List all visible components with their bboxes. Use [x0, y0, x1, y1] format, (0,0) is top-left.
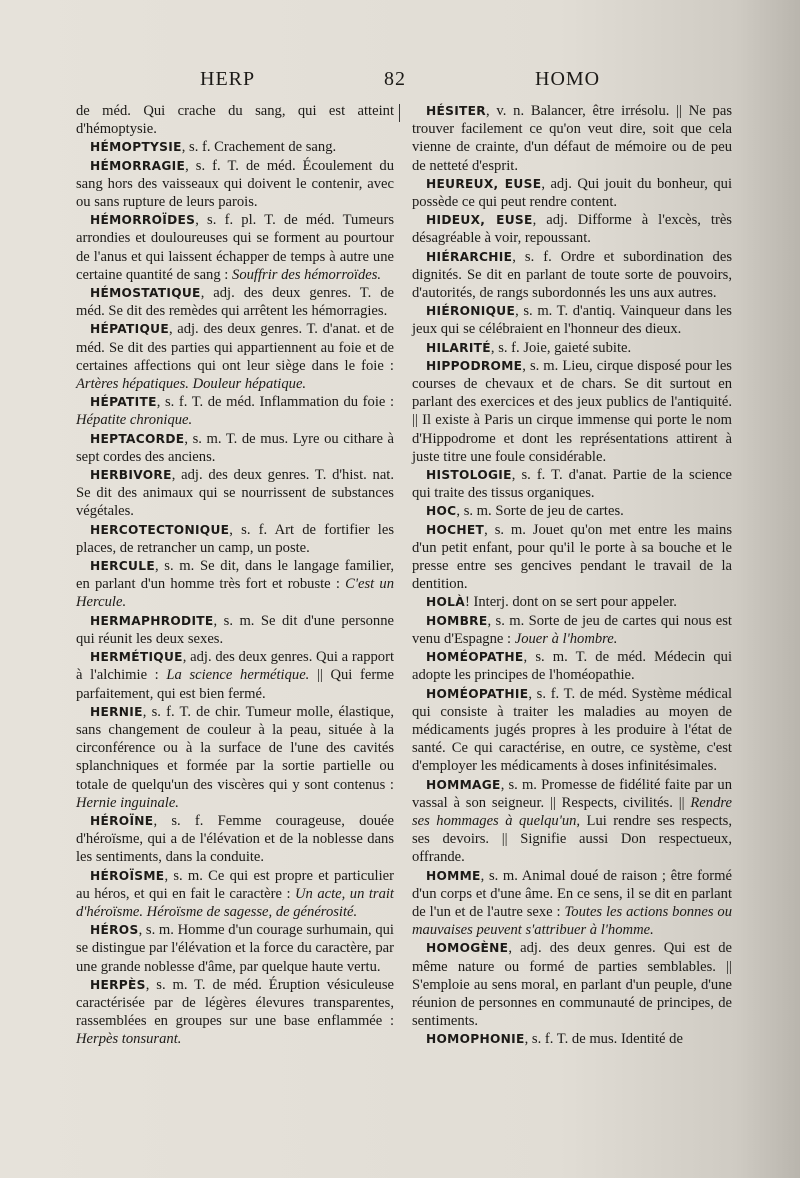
entry-example: Souffrir des hémorroïdes. [232, 266, 382, 283]
dictionary-entry [76, 320, 394, 393]
entry-example: La science hermétique. [166, 667, 310, 684]
entry-headword: HIÉRONIQUE [426, 304, 516, 319]
header-right-guideword: HOMO [535, 68, 601, 90]
entry-headword: HOMBRE [426, 613, 488, 628]
entry-definition: , s. f. Joie, gaieté subite. [490, 339, 632, 356]
entry-definition: , s. m. Homme d'un courage surhumain, qui se distingue par l'élévation et la force du caractère, par une grande noblesse d'âme, par quelque haute vertu. [76, 922, 394, 975]
dictionary-entry [412, 593, 732, 611]
entry-definition: , s. f. Art de fortifier les places, de retrancher un camp, un poste. [76, 521, 394, 556]
dictionary-entry [76, 430, 394, 466]
right-column [412, 102, 732, 1049]
entry-definition: , adj. des deux genres. T. d'anat. et de méd. Se dit des parties qui appartiennent au foie et de certaines affections qui ont leur siège dans le foie : [76, 321, 394, 374]
dictionary-entry [412, 521, 732, 594]
entry-definition: , s. m. Ce qui est propre et particulier au héros, et qui en fait le caractère : [76, 867, 394, 902]
dictionary-entry [412, 685, 732, 776]
dictionary-entry [412, 175, 732, 211]
entry-definition: , s. m. Jouet qu'on met entre les mains d'un petit enfant, pour qu'il le porte à sa bouche et le presse entre ses gencives pendant le travail de la dentition. [412, 521, 732, 593]
entry-definition: , s. f. Crachement de sang. [181, 139, 337, 156]
entry-example: Rendre ses hommages à quelqu'un, [412, 794, 732, 829]
entry-definition: , s. m. T. d'antiq. Vainqueur dans les jeux qui se célébraient en l'honneur des dieux. [412, 303, 732, 338]
entry-definition: , s. m. Promesse de fidélité faite par un vassal à son seigneur. || Respects, civilités. || [412, 776, 732, 811]
entry-headword: HERMAPHRODITE [90, 613, 214, 628]
header-left-guideword: HERP [200, 68, 256, 90]
dictionary-entry [76, 867, 394, 922]
dictionary-entry [412, 867, 732, 940]
entry-headword: HERCOTECTONIQUE [90, 522, 230, 537]
entry-definition: , s. m. Animal doué de raison ; être formé d'un corps et d'une âme. En ce sens, il se dit en parlant de l'un et de l'autre sexe : [412, 867, 732, 920]
dictionary-entry [412, 248, 732, 303]
page-number: 82 [384, 68, 406, 90]
entry-definition: , s. m. Sorte de jeu de cartes qui nous est venu d'Espagne : [412, 612, 732, 647]
entry-definition: , s. f. T. d'anat. Partie de la science qui traite des tissus organiques. [412, 467, 732, 502]
entry-example: Herpès tonsurant. [76, 1031, 182, 1048]
entry-headword: HOMOPHONIE [426, 1032, 525, 1047]
dictionary-entry [412, 939, 732, 1030]
entry-headword: HERPÈS [90, 977, 146, 992]
dictionary-entry [412, 357, 732, 466]
dictionary-entry [412, 339, 732, 357]
entry-definition: , s. f. Femme courageuse, douée d'héroïsme, qui a de l'élévation et de la noblesse dans les sentiments, dans la conduite. [76, 812, 394, 866]
entry-headword: HIPPODROME [426, 358, 523, 373]
entry-headword: HÉMOPTYSIE [90, 140, 182, 155]
entry-headword: HÉMOSTATIQUE [90, 286, 201, 301]
entry-headword: HIDEUX, EUSE [426, 213, 533, 228]
dictionary-entry [76, 812, 394, 867]
entry-headword: HERNIE [90, 704, 143, 719]
entry-example: Un acte, un trait d'héroïsme. Héroïsme de sagesse, de générosité. [76, 885, 394, 920]
entry-headword: HISTOLOGIE [426, 468, 512, 483]
dictionary-entry [76, 211, 394, 284]
entry-example: C'est un Hercule. [76, 576, 394, 611]
entry-definition: , s. f. pl. T. de méd. Tumeurs arrondies et douloureuses qui se forment au pourtour de l'anus et qui laissent échapper de temps à autre une certaine quantité de sang : [76, 212, 394, 283]
entry-definition: , s. m. Se dit d'une personne qui réunit les deux sexes. [76, 612, 394, 647]
entry-example: Hernie inguinale. [76, 794, 179, 811]
entry-headword: HÉROS [90, 923, 139, 938]
entry-definition: , s. m. Sorte de jeu de cartes. [456, 503, 624, 520]
dictionary-entry [76, 648, 394, 703]
entry-definition: , s. f. T. de méd. Écoulement du sang hors des vaisseaux qui doivent le contenir, avec ou sans rupture de leurs parois. [76, 157, 394, 211]
entry-definition: , adj. des deux genres. Qui a rapport à l'alchimie : [76, 649, 394, 684]
entry-headword: HOCHET [426, 522, 485, 537]
dictionary-entry [76, 921, 394, 976]
entry-headword: HÉPATIQUE [90, 322, 169, 337]
dictionary-entry [76, 557, 394, 612]
entry-headword: HÉMORROÏDES [90, 213, 196, 228]
running-head [0, 68, 800, 92]
entry-headword: HÉROÏNE [90, 813, 154, 828]
entry-headword: HIÉRARCHIE [426, 249, 513, 264]
entry-headword: HERCULE [90, 559, 155, 574]
entry-definition: , adj. des deux genres. Qui est de même nature ou formé de parties semblables. || S'emploie au sens moral, en parlant d'un peuple, d'une réunion de personnes en communauté de principes, de sentiments. [412, 940, 732, 1030]
entry-headword: HERMÉTIQUE [90, 650, 183, 665]
entry-headword: HOLÀ [426, 595, 465, 610]
entry-headword: HÉSITER [426, 104, 486, 118]
entry-headword: HILARITÉ [426, 340, 491, 355]
entry-headword: HÉPATITE [90, 395, 157, 410]
entry-definition: , adj. des deux genres. T. d'hist. nat. Se dit des animaux qui se nourrissent de substances végétales. [76, 467, 394, 520]
entry-definition: , s. m. T. de mus. Lyre ou cithare à sept cordes des anciens. [76, 430, 394, 465]
entry-definition: , s. f. T. de mus. Identité de [524, 1031, 683, 1048]
dictionary-entry [76, 102, 394, 138]
dictionary-entry [76, 703, 394, 812]
left-column [76, 102, 394, 1049]
dictionary-entry [76, 138, 394, 156]
dictionary-entry [412, 648, 732, 684]
entry-headword: HEPTACORDE [90, 431, 185, 446]
dictionary-entry [412, 211, 732, 247]
entry-definition: , adj. Difforme à l'excès, très désagréable à voir, repoussant. [412, 212, 732, 247]
entry-headword: HOMÉOPATHE [426, 650, 524, 665]
dictionary-entry [76, 466, 394, 521]
dictionary-entry [76, 521, 394, 557]
entry-definition: , s. m. Lieu, cirque disposé pour les courses de chevaux et de chars. Se dit surtout en parlant des exercices et des jeux publics de l'antiquité. || Il existe à Paris un cirque immense qui porte le nom d'Hippodrome et dont les représentations attirent à juste titre une foule considérable. [412, 357, 732, 465]
entry-headword: HÉROÏSME [90, 868, 165, 883]
column-divider [399, 104, 400, 122]
dictionary-entry [412, 302, 732, 338]
entry-definition: , s. f. T. de chir. Tumeur molle, élastique, sans changement de couleur à la peau, située à la circonférence ou à la surface de l'une des cavités splanchniques et formée par la sortie partielle ou totale de quelqu'un des viscères qui y sont contenus : [76, 703, 394, 793]
entry-definition: , adj. Qui jouit du bonheur, qui possède ce qui peut rendre content. [412, 175, 732, 211]
entry-headword: HOMÉOPATHIE [426, 686, 529, 701]
entry-definition: , s. m. T. de méd. Médecin qui adopte les principes de l'homéopathie. [412, 649, 732, 684]
entry-definition: , s. f. T. de méd. Inflammation du foie : [156, 394, 394, 411]
entry-definition: , s. f. T. de méd. Système médical qui consiste à traiter les maladies au moyen de médicaments jugés propres à les produire à l'état de santé. Ce qui caractérise, en outre, ce système, c'est d'employer les médicaments à doses infinitésimales. [412, 685, 732, 775]
dictionary-entry [412, 1030, 732, 1048]
dictionary-entry [76, 393, 394, 429]
entry-definition: , s. m. T. de méd. Éruption vésiculeuse caractérisée par de légères élevures transparentes, rassemblées en groupes sur une base enflammée : [76, 976, 394, 1030]
entry-example: Jouer à l'hombre. [514, 630, 618, 647]
entry-headword: HOMOGÈNE [426, 941, 509, 956]
entry-headword: HERBIVORE [90, 468, 172, 483]
entry-definition-continued: Lui rendre ses respects, ses devoirs. || Signifie aussi Don respectueux, offrande. [412, 812, 732, 866]
entry-definition: , adj. des deux genres. T. de méd. Se dit des remèdes qui arrêtent les hémorragies. [76, 285, 394, 320]
entry-example: Artères hépatiques. Douleur hépatique. [76, 376, 307, 393]
entry-definition: , v. n. Balancer, être irrésolu. || Ne pas trouver facilement ce qu'on veut dire, soit que cela vienne de crainte, d'un défaut de mémoire ou de peu de netteté d'esprit. [412, 103, 732, 174]
dictionary-entry [76, 284, 394, 320]
dictionary-entry [412, 102, 732, 175]
dictionary-entry [412, 502, 732, 520]
entry-definition: de méd. Qui crache du sang, qui est atteint d'hémoptysie. [76, 103, 394, 138]
dictionary-entry [76, 976, 394, 1049]
dictionary-entry [412, 776, 732, 867]
dictionary-entry [76, 157, 394, 212]
entry-definition: , s. m. Se dit, dans le langage familier, en parlant d'un homme très fort et robuste : [76, 558, 394, 593]
entry-headword: HÉMORRAGIE [90, 158, 186, 173]
dictionary-entry [76, 612, 394, 648]
entry-definition-continued: || Qui ferme parfaitement, qui est bien fermé. [76, 667, 395, 702]
entry-headword: HOC [426, 504, 457, 519]
entry-example: Hépatite chronique. [76, 412, 193, 429]
entry-example: Toutes les actions bonnes ou mauvaises peuvent s'attribuer à l'homme. [412, 903, 733, 939]
dictionary-entry [412, 612, 732, 648]
entry-headword: HOMMAGE [426, 777, 501, 792]
dictionary-entry [412, 466, 732, 502]
entry-headword: HOMME [426, 868, 481, 883]
entry-headword: HEUREUX, EUSE [426, 176, 542, 191]
entry-definition: , s. f. Ordre et subordination des dignités. Se dit en parlant de toute sorte de pouvoirs, d'autorités, de rangs subordonnés les uns aux autres. [412, 248, 732, 302]
entry-definition: ! Interj. dont on se sert pour appeler. [464, 594, 677, 611]
